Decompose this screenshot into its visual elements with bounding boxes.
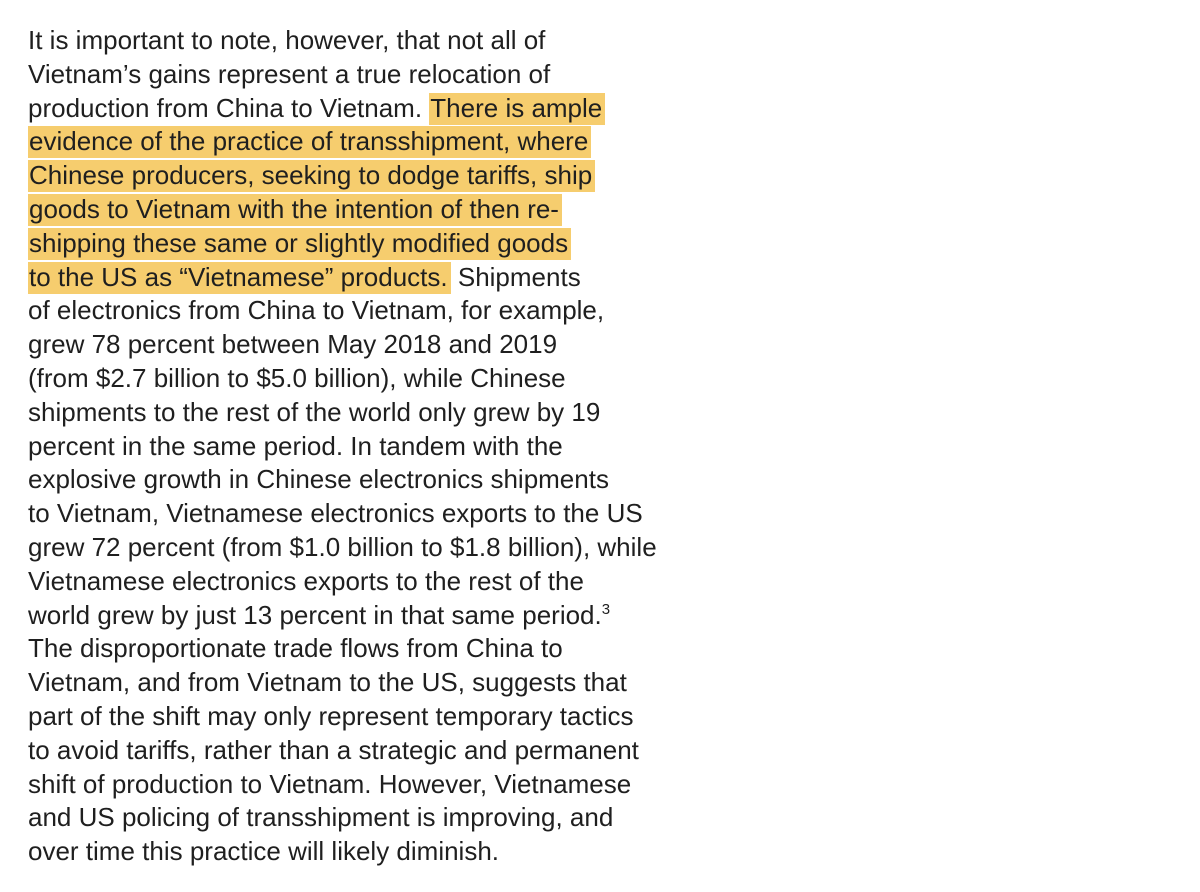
text-span: world grew by just 13 percent in that same period. xyxy=(28,599,602,630)
text-span: Vietnamese electronics exports to the rest of the xyxy=(28,565,584,596)
text-line xyxy=(28,261,708,295)
text-line xyxy=(28,801,708,835)
text-line xyxy=(28,666,708,700)
text-line xyxy=(28,632,708,666)
text-span: Vietnam, and from Vietnam to the US, suggests that xyxy=(28,667,627,698)
text-line xyxy=(28,294,708,328)
text-span: of electronics from China to Vietnam, for example, xyxy=(28,295,605,326)
text-span: Vietnam’s gains represent a true relocation of xyxy=(28,58,551,89)
text-line xyxy=(28,159,708,193)
text-line xyxy=(28,24,708,58)
text-span: and US policing of transshipment is improving, and xyxy=(28,802,614,833)
text-span: production from China to Vietnam. xyxy=(28,92,430,123)
text-line xyxy=(28,396,708,430)
text-line xyxy=(28,463,708,497)
text-span: explosive growth in Chinese electronics shipments xyxy=(28,464,609,495)
highlighted-text: goods to Vietnam with the intention of then re- xyxy=(28,194,562,226)
text-line xyxy=(28,599,708,633)
text-line xyxy=(28,700,708,734)
text-line xyxy=(28,58,708,92)
text-span: shipments to the rest of the world only grew by 19 xyxy=(28,396,601,427)
text-span: part of the shift may only represent temporary tactics xyxy=(28,700,634,731)
text-line xyxy=(28,227,708,261)
text-line xyxy=(28,193,708,227)
text-line xyxy=(28,835,708,869)
text-line xyxy=(28,768,708,802)
highlighted-text: evidence of the practice of transshipment, where xyxy=(28,126,591,158)
text-line xyxy=(28,531,708,565)
text-line xyxy=(28,362,708,396)
text-line xyxy=(28,125,708,159)
highlighted-text: shipping these same or slightly modified goods xyxy=(28,228,571,260)
highlighted-text: Chinese producers, seeking to dodge tariffs, ship xyxy=(28,160,595,192)
text-span: to Vietnam, Vietnamese electronics exports to the US xyxy=(28,498,643,529)
footnote-marker[interactable]: 3 xyxy=(601,600,611,618)
text-span: grew 72 percent (from $1.0 billion to $1.8 billion), while xyxy=(28,531,657,562)
text-line xyxy=(28,734,708,768)
text-span: grew 78 percent between May 2018 and 2019 xyxy=(28,329,558,360)
text-span: The disproportionate trade flows from China to xyxy=(28,633,563,664)
highlighted-text: to the US as “Vietnamese” products. xyxy=(28,262,451,294)
text-line xyxy=(28,565,708,599)
highlighted-text: There is ample xyxy=(429,93,605,125)
text-line xyxy=(28,430,708,464)
text-line xyxy=(28,497,708,531)
document-paragraph xyxy=(28,24,708,869)
text-span: percent in the same period. In tandem with the xyxy=(28,430,563,461)
text-span: It is important to note, however, that not all of xyxy=(28,25,546,55)
text-span: to avoid tariffs, rather than a strategic and permanent xyxy=(28,734,639,765)
text-line xyxy=(28,328,708,362)
text-line xyxy=(28,92,708,126)
text-span: over time this practice will likely diminish. xyxy=(28,836,500,867)
text-span: shift of production to Vietnam. However, Vietnamese xyxy=(28,768,632,799)
text-span: Shipments xyxy=(450,261,581,292)
text-span: (from $2.7 billion to $5.0 billion), while Chinese xyxy=(28,362,566,393)
